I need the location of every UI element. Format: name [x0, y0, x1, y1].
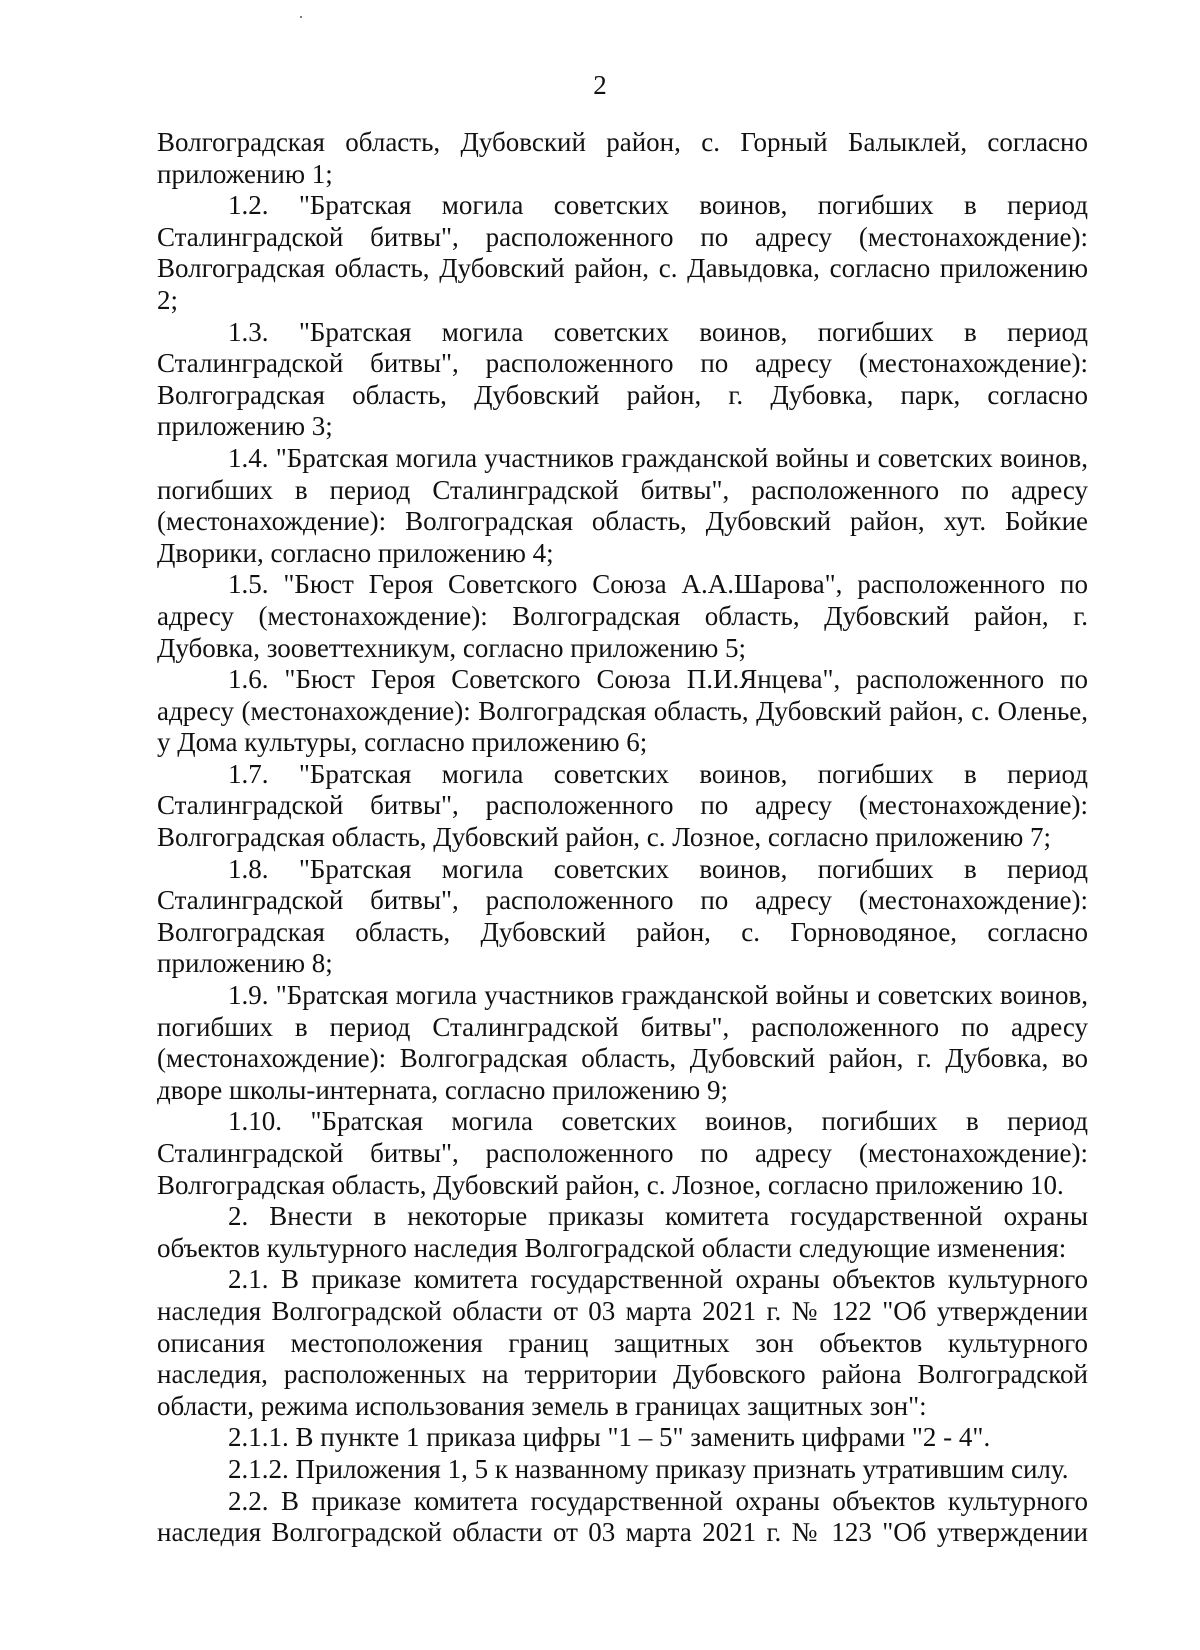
- paragraph-1-10: 1.10. "Братская могила советских воинов, погибших в период Сталинградской битвы", расположенного по адресу (местонахождение): Волгоградская область, Дубовский район, с. Лозное, согласно приложению 10.: [157, 1106, 1088, 1200]
- paragraph-continuation: Волгоградская область, Дубовский район, с. Горный Балыклей, согласно приложению 1;: [157, 127, 1088, 189]
- paragraph-2-1-2: 2.1.2. Приложения 1, 5 к названному приказу признать утратившим силу.: [228, 1453, 1069, 1484]
- paragraph-2: 2. Внести в некоторые приказы комитета государственной охраны объектов культурного наследия Волгоградской области следующие изменения:: [157, 1201, 1088, 1263]
- paragraph-1-6: 1.6. "Бюст Героя Советского Союза П.И.Янцева", расположенного по адресу (местонахождение): Волгоградская область, Дубовский район, с. Оленье, у Дома культуры, согласно приложению 6;: [157, 664, 1088, 758]
- page-number: 2: [593, 70, 607, 100]
- document-body: [157, 127, 1088, 1549]
- paragraph-1-9: 1.9. "Братская могила участников гражданской войны и советских воинов, погибших в период Сталинградской битвы", расположенного по адресу (местонахождение): Волгоградская область, Дубовский район, г. Дубовка, во дворе школы-интерната, согласно приложению 9;: [157, 980, 1088, 1105]
- paragraph-1-5: 1.5. "Бюст Героя Советского Союза А.А.Шарова", расположенного по адресу (местонахождение): Волгоградская область, Дубовский район, г. Дубовка, зооветтехникум, согласно приложению 5;: [157, 569, 1088, 663]
- paragraph-1-3: 1.3. "Братская могила советских воинов, погибших в период Сталинградской битвы", расположенного по адресу (местонахождение): Волгоградская область, Дубовский район, г. Дубовка, парк, согласно приложению 3;: [157, 316, 1088, 442]
- paragraph-1-2: 1.2. "Братская могила советских воинов, погибших в период Сталинградской битвы", расположенного по адресу (местонахождение): Волгоградская область, Дубовский район, с. Давыдовка, согласно приложению 2;: [157, 190, 1088, 315]
- paragraph-2-1-1: 2.1.1. В пункте 1 приказа цифры "1 – 5" заменить цифрами "2 - 4".: [228, 1422, 991, 1453]
- paragraph-2-1: 2.1. В приказе комитета государственной охраны объектов культурного наследия Волгоградской области от 03 марта 2021 г. № 122 "Об утверждении описания местоположения границ защитных зон объектов культурного наследия, расположенных на территории Дубовского района Волгоградской области, режима использования земель в границах защитных зон":: [157, 1264, 1088, 1421]
- paragraph-1-4: 1.4. "Братская могила участников гражданской войны и советских воинов, погибших в период Сталинградской битвы", расположенного по адресу (местонахождение): Волгоградская область, Дубовский район, хут. Бойкие Дворики, согласно приложению 4;: [157, 442, 1088, 568]
- paragraph-2-2: 2.2. В приказе комитета государственной охраны объектов культурного наследия Волгоградской области от 03 марта 2021 г. № 123 "Об утверждении: [157, 1485, 1088, 1548]
- paragraph-1-8: 1.8. "Братская могила советских воинов, погибших в период Сталинградской битвы", расположенного по адресу (местонахождение): Волгоградская область, Дубовский район, с. Горноводяное, согласно приложению 8;: [157, 853, 1088, 979]
- paragraph-1-7: 1.7. "Братская могила советских воинов, погибших в период Сталинградской битвы", расположенного по адресу (местонахождение): Волгоградская область, Дубовский район, с. Лозное, согласно приложению 7;: [157, 758, 1088, 853]
- scan-speck: [300, 16, 302, 18]
